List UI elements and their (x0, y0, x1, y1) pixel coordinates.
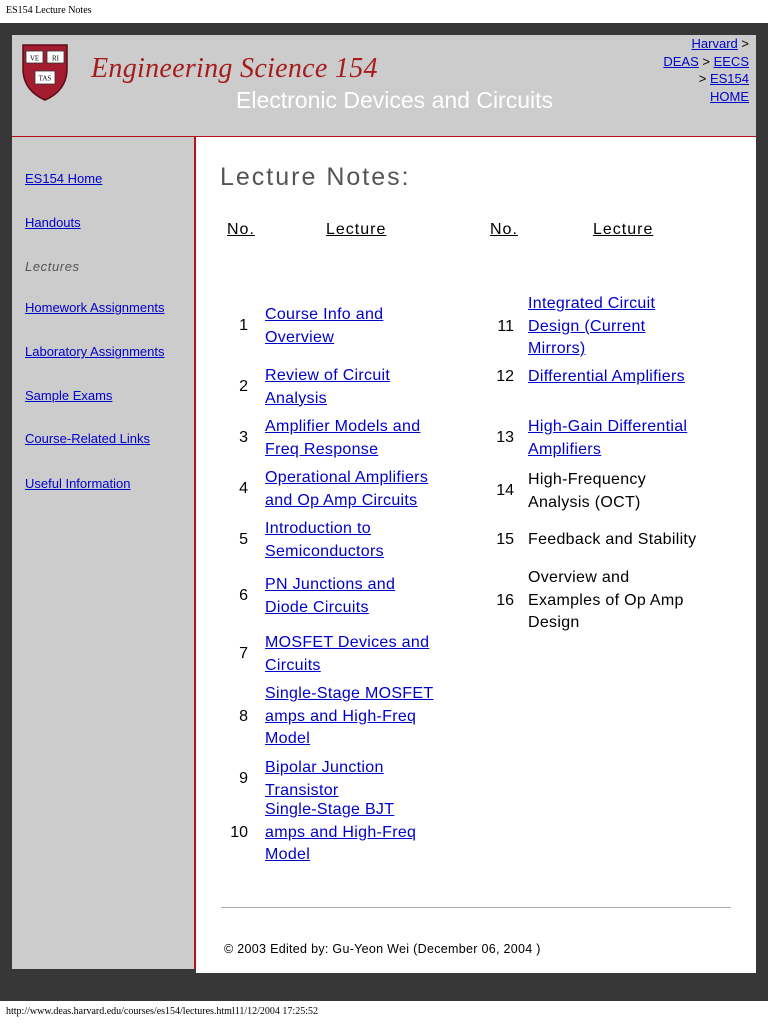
breadcrumb-eecs-link[interactable]: EECS (713, 53, 749, 69)
lecture-link[interactable]: Mirrors) (528, 340, 586, 357)
lecture-link[interactable]: Review of Circuit (265, 367, 391, 384)
lecture-number: 12 (496, 368, 514, 385)
shield-text-ve: VE (29, 54, 40, 63)
lecture-link[interactable]: Diode Circuits (265, 598, 369, 616)
lecture-link[interactable]: Amplifiers (528, 440, 602, 458)
lecture-link[interactable]: MOSFET Devices and (265, 634, 430, 651)
column-header-no: No. (227, 221, 255, 238)
column-header-lecture: Lecture (326, 221, 387, 238)
course-subtitle: Electronic Devices and Circuits (236, 87, 554, 113)
page-title: Lecture Notes: (220, 163, 411, 191)
lecture-number: 1 (239, 317, 248, 335)
lecture-number: 10 (230, 823, 248, 841)
sidebar-item-lectures: Lectures (25, 259, 80, 274)
lecture-link[interactable]: High-Gain Differential (528, 418, 688, 435)
lecture-link[interactable]: Integrated Circuit (528, 295, 656, 312)
breadcrumb-harvard-link[interactable]: Harvard (691, 36, 738, 51)
shield-text-tas: TAS (38, 74, 52, 83)
sidebar-nav (12, 137, 196, 969)
lecture-number: 8 (239, 707, 248, 725)
lecture-link[interactable]: amps and High-Freq (265, 823, 417, 841)
lecture-title: Overview and (528, 569, 630, 586)
lecture-number: 13 (496, 429, 514, 447)
column-header-no: No. (490, 221, 518, 238)
column-header-lecture: Lecture (593, 221, 654, 238)
lecture-title: High-Frequency (528, 471, 647, 488)
lecture-title: Analysis (OCT) (528, 493, 641, 511)
lecture-link[interactable]: Single-Stage BJT (265, 801, 395, 818)
lecture-link[interactable]: Model (265, 730, 311, 747)
lecture-number: 5 (239, 531, 248, 549)
lecture-link[interactable]: Amplifier Models and (265, 418, 421, 435)
sidebar-item-course-links[interactable]: Course-Related Links (25, 431, 151, 446)
lecture-link[interactable]: Semiconductors (265, 542, 384, 560)
lecture-link[interactable]: Operational Amplifiers (265, 469, 429, 486)
lecture-number: 2 (239, 378, 248, 396)
lecture-link[interactable]: Freq Response (265, 440, 379, 458)
breadcrumb-separator: > (698, 71, 707, 86)
breadcrumb-separator: > (741, 36, 749, 51)
banner (12, 35, 756, 137)
course-title: Engineering Science 154 (91, 53, 378, 84)
lecture-link[interactable]: Introduction to (265, 520, 371, 537)
harvard-shield-icon (21, 43, 69, 101)
breadcrumb-separator: > (702, 53, 710, 69)
lecture-title: Design (528, 614, 580, 631)
lecture-link[interactable]: Transistor (265, 781, 339, 799)
sidebar-item-useful-info[interactable]: Useful Information (25, 476, 131, 491)
lecture-link[interactable]: Analysis (265, 389, 327, 407)
lecture-number: 15 (496, 531, 514, 548)
copyright-notice: © 2003 Edited by: Gu-Yeon Wei (December 06, 2004 ) (224, 942, 541, 956)
page-frame (0, 23, 768, 1001)
lecture-title: Feedback and Stability (528, 531, 697, 548)
divider (221, 907, 731, 908)
lecture-number: 9 (239, 770, 248, 788)
main-content (196, 137, 756, 973)
lecture-link[interactable]: Model (265, 846, 311, 863)
sidebar-item-laboratory[interactable]: Laboratory Assignments (25, 344, 165, 359)
lecture-link[interactable]: Course Info and (265, 306, 384, 323)
breadcrumb-deas-link[interactable]: DEAS (663, 53, 699, 69)
lecture-link[interactable]: Bipolar Junction (265, 759, 384, 776)
sidebar-item-handouts[interactable]: Handouts (25, 215, 81, 230)
breadcrumb-home-link[interactable]: HOME (710, 88, 749, 104)
lecture-number: 4 (239, 480, 248, 498)
shield-text-ri: RI (52, 54, 59, 63)
sidebar-item-sample-exams[interactable]: Sample Exams (25, 388, 113, 403)
print-footer: http://www.deas.harvard.edu/courses/es154/lectures.html11/12/2004 17:25:52 (6, 1006, 318, 1017)
lecture-link[interactable]: Circuits (265, 656, 321, 674)
lecture-number: 14 (496, 482, 514, 500)
lecture-link[interactable]: amps and High-Freq (265, 707, 417, 725)
sidebar-item-es154-home[interactable]: ES154 Home (25, 171, 103, 186)
lecture-number: 16 (496, 591, 514, 609)
lecture-number: 6 (239, 587, 248, 605)
breadcrumb-es154-link[interactable]: ES154 (709, 71, 749, 86)
breadcrumb (663, 35, 749, 105)
lecture-link[interactable]: Single-Stage MOSFET (265, 685, 434, 702)
lecture-number: 7 (239, 645, 248, 663)
lecture-title: Examples of Op Amp (528, 591, 684, 609)
print-header: ES154 Lecture Notes (6, 5, 92, 16)
lecture-number: 3 (239, 429, 248, 447)
lecture-link[interactable]: Overview (265, 328, 335, 346)
lecture-link[interactable]: and Op Amp Circuits (265, 491, 418, 509)
lecture-link[interactable]: Differential Amplifiers (528, 368, 685, 385)
lecture-number: 11 (497, 317, 514, 335)
lecture-link[interactable]: Design (Current (528, 317, 646, 335)
sidebar-item-homework[interactable]: Homework Assignments (25, 300, 165, 315)
lecture-link[interactable]: PN Junctions and (265, 576, 396, 593)
